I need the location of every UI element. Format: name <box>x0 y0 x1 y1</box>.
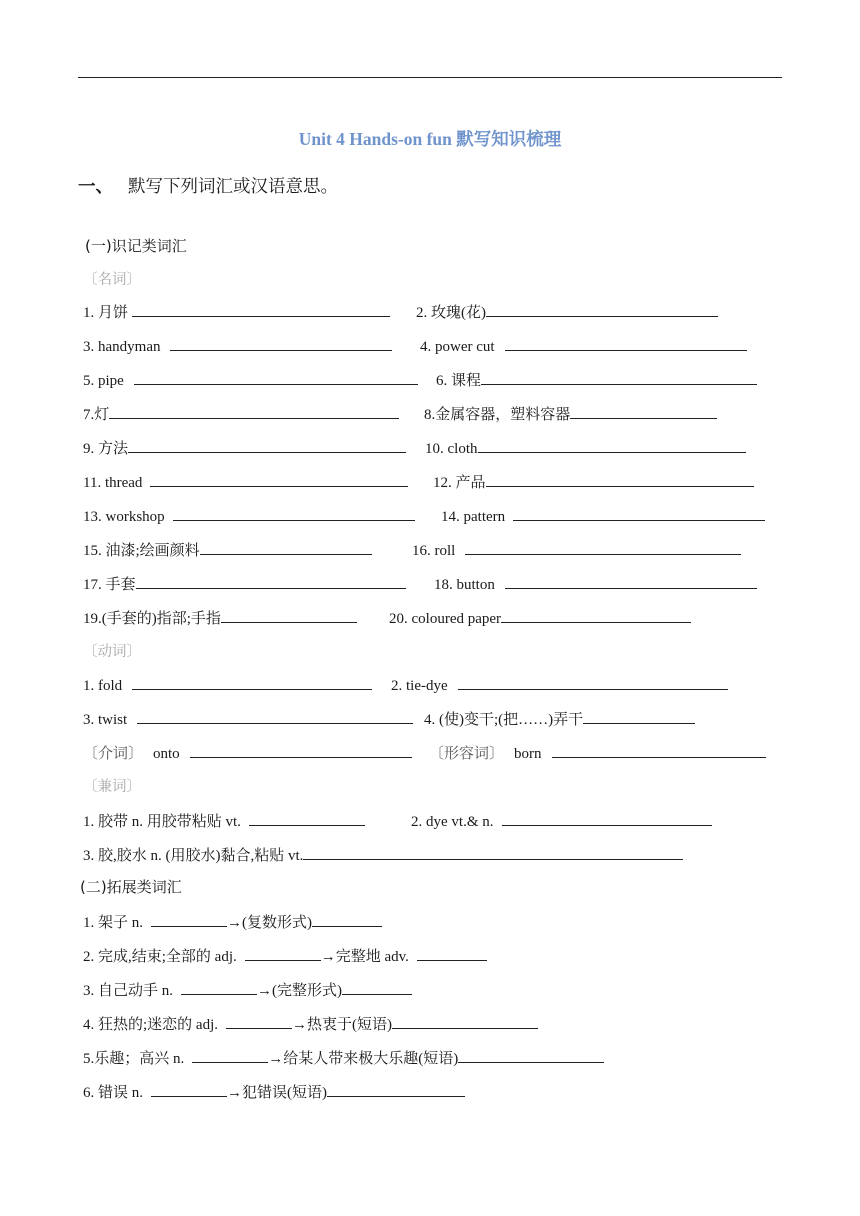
verb-item: 1. fold <box>83 678 123 694</box>
noun-item: 11. thread <box>83 475 143 491</box>
answer-blank[interactable] <box>502 810 712 826</box>
page-title: Unit 4 Hands-on fun 默写知识梳理 <box>298 129 562 149</box>
verb-item: 2. tie-dye <box>391 678 448 694</box>
ext-item-a: 3. 自己动手 n. <box>83 983 174 999</box>
section-number: 一、 <box>78 177 113 197</box>
answer-blank[interactable] <box>128 437 406 453</box>
answer-blank[interactable] <box>552 742 766 758</box>
multi-item: 2. dye vt.& n. <box>411 814 494 830</box>
answer-blank[interactable] <box>583 708 695 724</box>
answer-blank[interactable] <box>132 674 372 690</box>
adj-word: born <box>514 746 542 762</box>
noun-item: 20. coloured paper <box>389 611 502 627</box>
answer-blank[interactable] <box>478 437 746 453</box>
answer-blank[interactable] <box>458 674 728 690</box>
verb-item: 3. twist <box>83 712 128 728</box>
prep-word: onto <box>153 746 180 762</box>
noun-item: 3. handyman <box>83 339 161 355</box>
answer-blank[interactable] <box>481 369 757 385</box>
answer-blank[interactable] <box>501 607 691 623</box>
answer-blank[interactable] <box>486 471 754 487</box>
answer-blank[interactable] <box>505 573 757 589</box>
answer-blank[interactable] <box>312 911 382 927</box>
answer-blank[interactable] <box>137 708 413 724</box>
multi-item: 3. 胶,胶水 n. (用胶水)黏合,粘贴 vt. <box>83 848 304 864</box>
noun-item: 16. roll <box>412 543 456 559</box>
ext-item-b: →犯错误(短语) <box>227 1085 328 1101</box>
noun-item: 12. 产品 <box>433 475 486 491</box>
category-verb: 〔动词〕 <box>83 644 141 660</box>
noun-item: 6. 课程 <box>436 373 482 389</box>
answer-blank[interactable] <box>249 810 365 826</box>
answer-blank[interactable] <box>170 335 392 351</box>
noun-item: 14. pattern <box>441 509 506 525</box>
answer-blank[interactable] <box>245 945 321 961</box>
answer-blank[interactable] <box>513 505 765 521</box>
ext-item-b: →(完整形式) <box>257 983 343 999</box>
section-heading <box>78 173 338 198</box>
part1-heading: (一)识记类词汇 <box>85 237 187 255</box>
answer-blank[interactable] <box>192 1047 268 1063</box>
category-noun: 〔名词〕 <box>83 272 141 288</box>
noun-item: 8.金属容器，塑料容器 <box>424 407 571 423</box>
answer-blank[interactable] <box>570 403 717 419</box>
answer-blank[interactable] <box>486 301 718 317</box>
answer-blank[interactable] <box>458 1047 604 1063</box>
answer-blank[interactable] <box>342 979 412 995</box>
answer-blank[interactable] <box>151 911 227 927</box>
ext-item-b: →给某人带来极大乐趣(短语) <box>268 1051 459 1067</box>
noun-item: 5. pipe <box>83 373 124 389</box>
answer-blank[interactable] <box>190 742 412 758</box>
answer-blank[interactable] <box>109 403 399 419</box>
answer-blank[interactable] <box>200 539 372 555</box>
noun-item: 19.(手套的)指部;手指 <box>83 611 221 627</box>
noun-item: 7.灯 <box>83 407 110 423</box>
category-adj: 〔形容词〕 <box>429 746 505 762</box>
noun-item: 9. 方法 <box>83 441 129 457</box>
answer-blank[interactable] <box>150 471 408 487</box>
noun-item: 17. 手套 <box>83 577 136 593</box>
answer-blank[interactable] <box>134 369 418 385</box>
answer-blank[interactable] <box>327 1081 465 1097</box>
answer-blank[interactable] <box>181 979 257 995</box>
answer-blank[interactable] <box>303 844 683 860</box>
category-prep: 〔介词〕 <box>83 746 144 762</box>
category-multi: 〔兼词〕 <box>83 779 141 795</box>
noun-item: 18. button <box>434 577 495 593</box>
answer-blank[interactable] <box>132 301 390 317</box>
noun-item: 10. cloth <box>425 441 478 457</box>
answer-blank[interactable] <box>505 335 747 351</box>
ext-item-a: 1. 架子 n. <box>83 915 144 931</box>
ext-item-a: 2. 完成,结束;全部的 adj. <box>83 949 237 965</box>
part2-heading: (二)拓展类词汇 <box>80 878 182 896</box>
ext-item-a: 4. 狂热的;迷恋的 adj. <box>83 1017 218 1033</box>
noun-item: 2. 玫瑰(花) <box>416 305 486 321</box>
answer-blank[interactable] <box>221 607 357 623</box>
noun-item: 13. workshop <box>83 509 165 525</box>
ext-item-a: 5.乐趣；高兴 n. <box>83 1051 185 1067</box>
answer-blank[interactable] <box>136 573 406 589</box>
answer-blank[interactable] <box>173 505 415 521</box>
ext-item-b: →完整地 adv. <box>320 949 409 965</box>
noun-item: 4. power cut <box>420 339 495 355</box>
noun-item: 15. 油漆;绘画颜料 <box>83 543 200 559</box>
answer-blank[interactable] <box>392 1013 538 1029</box>
ext-item-b: →(复数形式) <box>227 915 313 931</box>
answer-blank[interactable] <box>465 539 741 555</box>
answer-blank[interactable] <box>417 945 487 961</box>
answer-blank[interactable] <box>151 1081 227 1097</box>
section-label: 默写下列词汇或汉语意思。 <box>128 177 338 197</box>
verb-item: 4. (使)变干;(把……)弄干 <box>424 712 584 728</box>
ext-item-b: →热衷于(短语) <box>292 1017 392 1033</box>
header-rule <box>78 77 782 78</box>
ext-item-a: 6. 错误 n. <box>83 1085 144 1101</box>
answer-blank[interactable] <box>226 1013 292 1029</box>
multi-item: 1. 胶带 n. 用胶带粘贴 vt. <box>83 814 241 830</box>
noun-item: 1. 月饼 <box>83 305 129 321</box>
